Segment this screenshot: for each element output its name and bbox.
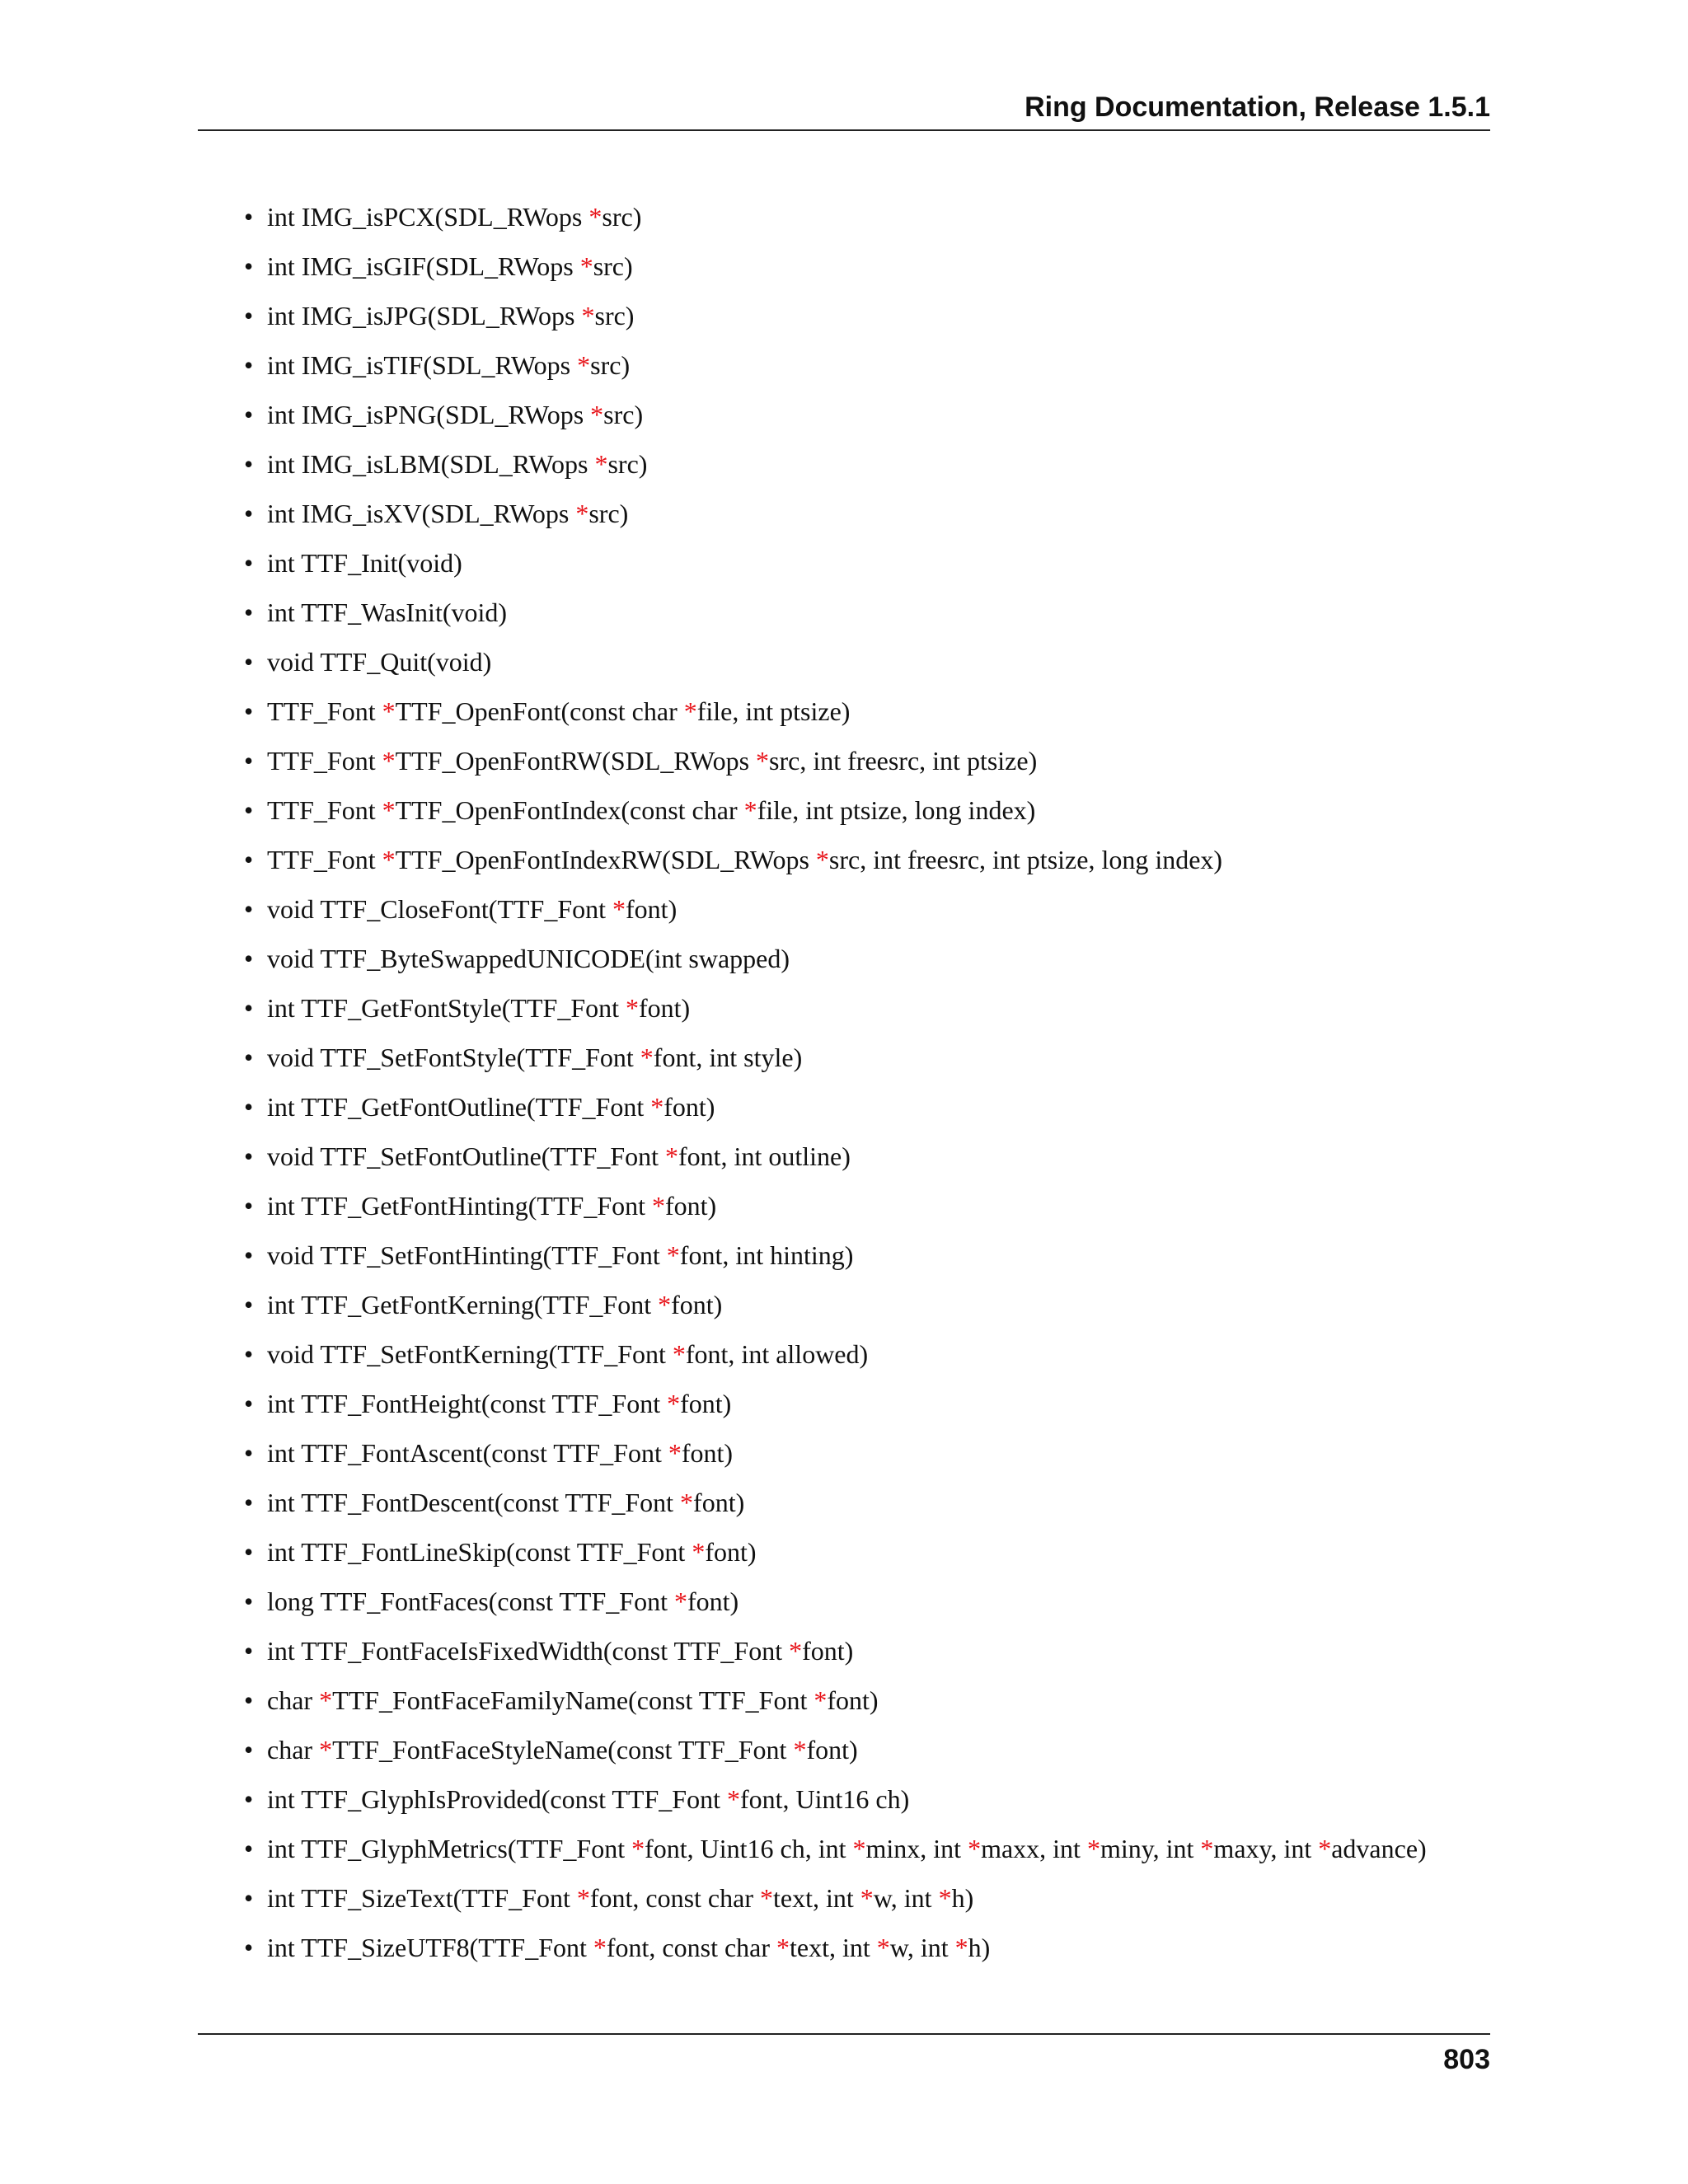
function-signature xyxy=(267,795,1035,825)
signature-text: font) xyxy=(687,1586,739,1616)
bullet-marker: • xyxy=(244,1389,254,1418)
bullet-marker: • xyxy=(244,944,254,973)
signature-text: src) xyxy=(590,350,631,380)
api-list-item xyxy=(244,593,1427,643)
pointer-asterisk: * xyxy=(382,795,396,825)
signature-text: int IMG_isPNG(SDL_RWops xyxy=(267,400,591,429)
bullet-marker: • xyxy=(244,1141,254,1171)
pointer-asterisk: * xyxy=(1200,1834,1214,1863)
function-signature xyxy=(267,449,647,479)
signature-text: int IMG_isXV(SDL_RWops xyxy=(267,499,576,528)
bullet-marker: • xyxy=(244,894,254,924)
bullet-marker: • xyxy=(244,1636,254,1666)
function-signature xyxy=(267,1834,1427,1863)
api-list-item xyxy=(244,791,1427,841)
pointer-asterisk: * xyxy=(640,1043,654,1072)
bullet-marker: • xyxy=(244,1883,254,1913)
function-signature xyxy=(267,251,633,281)
bullet-marker: • xyxy=(244,1933,254,1962)
pointer-asterisk: * xyxy=(579,251,593,281)
bullet-marker: • xyxy=(244,499,254,528)
bullet-marker: • xyxy=(244,1092,254,1122)
signature-text: int IMG_isLBM(SDL_RWops xyxy=(267,449,595,479)
signature-text: font) xyxy=(663,1092,715,1122)
pointer-asterisk: * xyxy=(672,1339,686,1369)
signature-text: font) xyxy=(802,1636,854,1666)
pointer-asterisk: * xyxy=(576,1883,590,1913)
pointer-asterisk: * xyxy=(588,202,603,232)
function-signature xyxy=(267,993,690,1023)
bullet-marker: • xyxy=(244,1537,254,1567)
pointer-asterisk: * xyxy=(590,400,604,429)
api-list-item xyxy=(244,1632,1427,1681)
signature-text: text, int xyxy=(790,1933,877,1962)
api-list-item xyxy=(244,247,1427,297)
api-list-item xyxy=(244,1286,1427,1335)
signature-text: char xyxy=(267,1735,320,1765)
function-signature xyxy=(267,1389,731,1418)
function-signature xyxy=(267,1636,853,1666)
signature-text: src) xyxy=(588,499,629,528)
pointer-asterisk: * xyxy=(593,1933,607,1962)
header-divider xyxy=(198,129,1490,131)
api-list-item xyxy=(244,297,1427,346)
signature-text: int IMG_isJPG(SDL_RWops xyxy=(267,301,582,330)
footer-divider xyxy=(198,2033,1490,2035)
signature-text: font, const char xyxy=(589,1883,760,1913)
signature-text: w, int xyxy=(889,1933,955,1962)
pointer-asterisk: * xyxy=(743,795,757,825)
pointer-asterisk: * xyxy=(938,1883,952,1913)
api-list-item xyxy=(244,1483,1427,1533)
signature-text: h) xyxy=(951,1883,974,1913)
function-signature xyxy=(267,696,850,726)
signature-text: font) xyxy=(827,1685,879,1715)
pointer-asterisk: * xyxy=(683,696,697,726)
api-list-item xyxy=(244,1236,1427,1286)
api-list-item xyxy=(244,643,1427,692)
function-signature xyxy=(267,1537,757,1567)
signature-text: int IMG_isTIF(SDL_RWops xyxy=(267,350,578,380)
pointer-asterisk: * xyxy=(626,993,639,1023)
signature-text: TTF_OpenFont(const char xyxy=(395,696,684,726)
bullet-marker: • xyxy=(244,449,254,479)
signature-text: int TTF_WasInit(void) xyxy=(267,598,508,627)
api-list-item xyxy=(244,198,1427,247)
signature-text: font) xyxy=(626,894,678,924)
signature-text: src, int freesrc, int ptsize) xyxy=(769,746,1038,776)
pointer-asterisk: * xyxy=(668,1438,682,1468)
function-signature xyxy=(267,1240,853,1270)
api-list-item xyxy=(244,940,1427,989)
signature-text: TTF_Font xyxy=(267,746,382,776)
signature-text: src) xyxy=(594,301,635,330)
pointer-asterisk: * xyxy=(612,894,626,924)
bullet-marker: • xyxy=(244,1586,254,1616)
api-function-list xyxy=(244,198,1427,1978)
bullet-marker: • xyxy=(244,647,254,677)
signature-text: long TTF_FontFaces(const TTF_Font xyxy=(267,1586,674,1616)
pointer-asterisk: * xyxy=(673,1586,687,1616)
api-list-item xyxy=(244,544,1427,593)
function-signature xyxy=(267,746,1037,776)
bullet-marker: • xyxy=(244,598,254,627)
bullet-marker: • xyxy=(244,993,254,1023)
api-list-item xyxy=(244,742,1427,791)
function-signature xyxy=(267,400,643,429)
signature-text: font, int style) xyxy=(653,1043,803,1072)
signature-text: TTF_OpenFontIndex(const char xyxy=(395,795,744,825)
signature-text: font) xyxy=(665,1191,717,1221)
pointer-asterisk: * xyxy=(815,845,829,874)
function-signature xyxy=(267,598,507,627)
api-list-item xyxy=(244,1582,1427,1632)
signature-text: int TTF_GlyphMetrics(TTF_Font xyxy=(267,1834,632,1863)
signature-text: font, Uint16 ch) xyxy=(739,1784,910,1814)
bullet-marker: • xyxy=(244,1339,254,1369)
pointer-asterisk: * xyxy=(652,1191,665,1221)
signature-text: src, int freesrc, int ptsize, long index) xyxy=(828,845,1223,874)
signature-text: void TTF_SetFontOutline(TTF_Font xyxy=(267,1141,665,1171)
signature-text: void TTF_SetFontHinting(TTF_Font xyxy=(267,1240,667,1270)
signature-text: font) xyxy=(681,1438,734,1468)
pointer-asterisk: * xyxy=(968,1834,982,1863)
signature-text: int TTF_FontHeight(const TTF_Font xyxy=(267,1389,668,1418)
signature-text: int TTF_GetFontStyle(TTF_Font xyxy=(267,993,626,1023)
bullet-marker: • xyxy=(244,1784,254,1814)
bullet-marker: • xyxy=(244,1685,254,1715)
signature-text: w, int xyxy=(873,1883,939,1913)
pointer-asterisk: * xyxy=(692,1537,706,1567)
api-list-item xyxy=(244,841,1427,890)
signature-text: font) xyxy=(806,1735,858,1765)
pointer-asterisk: * xyxy=(658,1290,672,1319)
pointer-asterisk: * xyxy=(631,1834,645,1863)
pointer-asterisk: * xyxy=(382,696,396,726)
signature-text: TTF_OpenFontIndexRW(SDL_RWops xyxy=(395,845,816,874)
signature-text: int TTF_GetFontKerning(TTF_Font xyxy=(267,1290,659,1319)
signature-text: TTF_FontFaceFamilyName(const TTF_Font xyxy=(332,1685,814,1715)
function-signature xyxy=(267,301,634,330)
signature-text: font) xyxy=(639,993,691,1023)
signature-text: font, int outline) xyxy=(678,1141,851,1171)
api-list-item xyxy=(244,1929,1427,1978)
pointer-asterisk: * xyxy=(1318,1834,1332,1863)
signature-text: file, int ptsize, long index) xyxy=(757,795,1036,825)
signature-text: TTF_FontFaceStyleName(const TTF_Font xyxy=(332,1735,794,1765)
api-list-item xyxy=(244,346,1427,396)
function-signature xyxy=(267,1933,990,1962)
signature-text: void TTF_CloseFont(TTF_Font xyxy=(267,894,613,924)
pointer-asterisk: * xyxy=(382,845,396,874)
signature-text: int TTF_FontLineSkip(const TTF_Font xyxy=(267,1537,692,1567)
api-list-item xyxy=(244,1385,1427,1434)
function-signature xyxy=(267,1141,851,1171)
signature-text: src) xyxy=(607,449,648,479)
bullet-marker: • xyxy=(244,400,254,429)
signature-text: miny, int xyxy=(1100,1834,1201,1863)
bullet-marker: • xyxy=(244,1240,254,1270)
pointer-asterisk: * xyxy=(789,1636,803,1666)
bullet-marker: • xyxy=(244,350,254,380)
function-signature xyxy=(267,1735,858,1765)
pointer-asterisk: * xyxy=(814,1685,828,1715)
signature-text: TTF_Font xyxy=(267,845,382,874)
api-list-item xyxy=(244,1088,1427,1137)
function-signature xyxy=(267,1784,909,1814)
function-signature xyxy=(267,845,1222,874)
signature-text: void TTF_Quit(void) xyxy=(267,647,492,677)
signature-text: int TTF_GetFontOutline(TTF_Font xyxy=(267,1092,651,1122)
signature-text: font) xyxy=(680,1389,732,1418)
function-signature xyxy=(267,647,491,677)
pointer-asterisk: * xyxy=(665,1141,678,1171)
api-list-item xyxy=(244,1879,1427,1929)
pointer-asterisk: * xyxy=(581,301,595,330)
function-signature xyxy=(267,202,641,232)
api-list-item xyxy=(244,1533,1427,1582)
api-list-item xyxy=(244,1780,1427,1830)
api-list-item xyxy=(244,890,1427,940)
pointer-asterisk: * xyxy=(852,1834,866,1863)
pointer-asterisk: * xyxy=(319,1685,333,1715)
signature-text: font, Uint16 ch, int xyxy=(645,1834,853,1863)
api-list-item xyxy=(244,1731,1427,1780)
api-list-item xyxy=(244,1335,1427,1385)
function-signature xyxy=(267,548,462,578)
signature-text: h) xyxy=(968,1933,991,1962)
page-header-title: Ring Documentation, Release 1.5.1 xyxy=(1025,91,1490,123)
signature-text: int TTF_FontAscent(const TTF_Font xyxy=(267,1438,668,1468)
pointer-asterisk: * xyxy=(575,499,589,528)
bullet-marker: • xyxy=(244,1438,254,1468)
signature-text: int TTF_GlyphIsProvided(const TTF_Font xyxy=(267,1784,727,1814)
signature-text: maxy, int xyxy=(1213,1834,1319,1863)
pointer-asterisk: * xyxy=(793,1735,807,1765)
bullet-marker: • xyxy=(244,251,254,281)
pointer-asterisk: * xyxy=(650,1092,664,1122)
signature-text: TTF_Font xyxy=(267,795,382,825)
signature-text: text, int xyxy=(772,1883,860,1913)
pointer-asterisk: * xyxy=(382,746,396,776)
signature-text: file, int ptsize) xyxy=(696,696,851,726)
function-signature xyxy=(267,1883,973,1913)
pointer-asterisk: * xyxy=(319,1735,333,1765)
signature-text: minx, int xyxy=(865,1834,968,1863)
signature-text: int IMG_isPCX(SDL_RWops xyxy=(267,202,589,232)
pointer-asterisk: * xyxy=(756,746,770,776)
pointer-asterisk: * xyxy=(876,1933,890,1962)
function-signature xyxy=(267,894,677,924)
signature-text: char xyxy=(267,1685,320,1715)
signature-text: font, int allowed) xyxy=(685,1339,869,1369)
signature-text: src) xyxy=(603,400,644,429)
signature-text: font, const char xyxy=(606,1933,777,1962)
api-list-item xyxy=(244,445,1427,494)
pointer-asterisk: * xyxy=(759,1883,773,1913)
signature-text: void TTF_ByteSwappedUNICODE(int swapped) xyxy=(267,944,790,973)
function-signature xyxy=(267,1043,802,1072)
signature-text: maxx, int xyxy=(981,1834,1087,1863)
signature-text: src) xyxy=(593,251,633,281)
signature-text: font) xyxy=(693,1488,745,1517)
bullet-marker: • xyxy=(244,202,254,232)
pointer-asterisk: * xyxy=(667,1389,681,1418)
bullet-marker: • xyxy=(244,1043,254,1072)
signature-text: advance) xyxy=(1331,1834,1427,1863)
signature-text: int TTF_FontFaceIsFixedWidth(const TTF_Font xyxy=(267,1636,790,1666)
bullet-marker: • xyxy=(244,746,254,776)
function-signature xyxy=(267,499,628,528)
pointer-asterisk: * xyxy=(860,1883,874,1913)
signature-text: int TTF_Init(void) xyxy=(267,548,462,578)
signature-text: int IMG_isGIF(SDL_RWops xyxy=(267,251,580,281)
api-list-item xyxy=(244,1681,1427,1731)
signature-text: int TTF_FontDescent(const TTF_Font xyxy=(267,1488,681,1517)
function-signature xyxy=(267,1586,738,1616)
bullet-marker: • xyxy=(244,696,254,726)
pointer-asterisk: * xyxy=(666,1240,680,1270)
pointer-asterisk: * xyxy=(594,449,608,479)
signature-text: TTF_Font xyxy=(267,696,382,726)
signature-text: void TTF_SetFontKerning(TTF_Font xyxy=(267,1339,673,1369)
signature-text: int TTF_GetFontHinting(TTF_Font xyxy=(267,1191,652,1221)
bullet-marker: • xyxy=(244,1290,254,1319)
page-number: 803 xyxy=(1443,2044,1490,2075)
bullet-marker: • xyxy=(244,1735,254,1765)
bullet-marker: • xyxy=(244,548,254,578)
api-list-item xyxy=(244,1038,1427,1088)
api-list-item xyxy=(244,692,1427,742)
signature-text: void TTF_SetFontStyle(TTF_Font xyxy=(267,1043,640,1072)
signature-text: font) xyxy=(705,1537,757,1567)
api-list-item xyxy=(244,396,1427,445)
pointer-asterisk: * xyxy=(680,1488,694,1517)
bullet-marker: • xyxy=(244,1191,254,1221)
signature-text: TTF_OpenFontRW(SDL_RWops xyxy=(395,746,757,776)
api-list-item xyxy=(244,494,1427,544)
pointer-asterisk: * xyxy=(954,1933,968,1962)
signature-text: font) xyxy=(671,1290,723,1319)
pointer-asterisk: * xyxy=(1086,1834,1100,1863)
bullet-marker: • xyxy=(244,845,254,874)
function-signature xyxy=(267,1488,744,1517)
api-list-item xyxy=(244,1187,1427,1236)
function-signature xyxy=(267,1339,868,1369)
pointer-asterisk: * xyxy=(726,1784,740,1814)
signature-text: font, int hinting) xyxy=(679,1240,854,1270)
signature-text: int TTF_SizeText(TTF_Font xyxy=(267,1883,577,1913)
api-list-item xyxy=(244,1434,1427,1483)
function-signature xyxy=(267,1438,733,1468)
function-signature xyxy=(267,1290,722,1319)
bullet-marker: • xyxy=(244,1488,254,1517)
function-signature xyxy=(267,1685,879,1715)
bullet-marker: • xyxy=(244,301,254,330)
api-list-item xyxy=(244,1830,1427,1879)
bullet-marker: • xyxy=(244,1834,254,1863)
signature-text: int TTF_SizeUTF8(TTF_Font xyxy=(267,1933,593,1962)
pointer-asterisk: * xyxy=(776,1933,790,1962)
function-signature xyxy=(267,944,790,973)
function-signature xyxy=(267,1092,715,1122)
pointer-asterisk: * xyxy=(577,350,591,380)
api-list-item xyxy=(244,1137,1427,1187)
function-signature xyxy=(267,1191,716,1221)
bullet-marker: • xyxy=(244,795,254,825)
api-list-item xyxy=(244,989,1427,1038)
function-signature xyxy=(267,350,630,380)
signature-text: src) xyxy=(602,202,642,232)
